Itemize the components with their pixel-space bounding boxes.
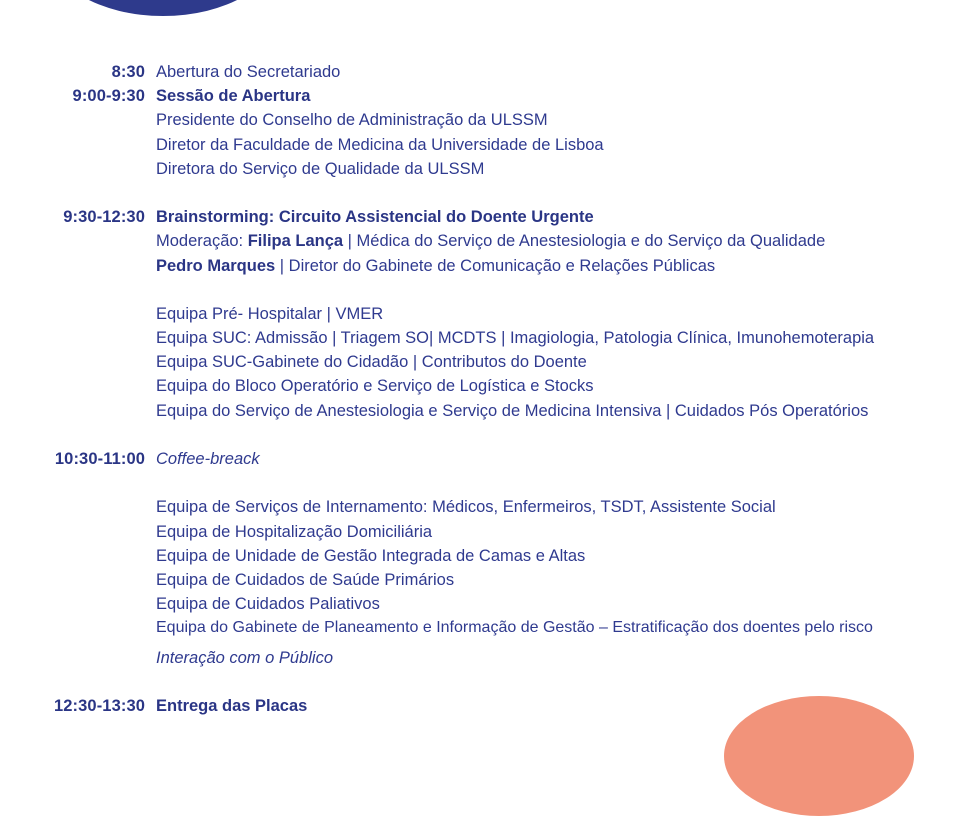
agenda-item: Diretor da Faculdade de Medicina da Universidade de Lisboa xyxy=(156,135,604,154)
agenda-row xyxy=(0,108,960,132)
agenda-row xyxy=(0,399,960,423)
agenda-item: Equipa de Hospitalização Domiciliária xyxy=(156,522,433,541)
agenda-row xyxy=(0,544,960,568)
agenda-row xyxy=(0,694,960,718)
decorative-blob-top xyxy=(48,0,278,16)
moderation-line xyxy=(156,229,825,253)
spacer xyxy=(0,278,960,302)
agenda-row xyxy=(0,616,960,640)
spacer xyxy=(0,670,960,694)
agenda-item: Presidente do Conselho de Administração da ULSSM xyxy=(156,111,548,130)
agenda-item: Equipa do Bloco Operatório e Serviço de Logística e Stocks xyxy=(156,377,594,396)
agenda-item: Equipa SUC: Admissão | Triagem SO| MCDTS | Imagiologia, Patologia Clínica, Imunohemoterapia xyxy=(156,329,875,348)
session-title: Entrega das Placas xyxy=(156,696,308,715)
moderator-name: Filipa Lança xyxy=(247,232,344,251)
agenda-time: 9:00-9:30 xyxy=(72,87,145,106)
agenda-row xyxy=(0,520,960,544)
agenda-item: Equipa do Gabinete de Planeamento e Informação de Gestão – Estratificação dos doentes pelo risco xyxy=(156,619,873,637)
spacer xyxy=(0,181,960,205)
agenda-time: 9:30-12:30 xyxy=(63,208,145,227)
agenda-time: 10:30-11:00 xyxy=(54,450,145,468)
coffee-break: Coffee-breack xyxy=(156,450,260,468)
agenda-row xyxy=(0,646,960,670)
agenda-item: Equipa do Serviço de Anestesiologia e Serviço de Medicina Intensiva | Cuidados Pós Operatórios xyxy=(156,401,869,420)
moderator-name: Pedro Marques xyxy=(156,256,276,275)
session-title: Brainstorming: Circuito Assistencial do Doente Urgente xyxy=(156,208,594,227)
moderation-prefix: Moderação: xyxy=(156,232,248,251)
agenda-item: Equipa de Cuidados Paliativos xyxy=(156,595,380,614)
agenda-row xyxy=(0,254,960,278)
agenda-row xyxy=(0,568,960,592)
agenda-row xyxy=(0,326,960,350)
moderator-role: | Médica do Serviço de Anestesiologia e do Serviço da Qualidade xyxy=(343,232,826,251)
agenda-row xyxy=(0,60,960,84)
agenda-item: Abertura do Secretariado xyxy=(156,63,341,81)
moderation-line xyxy=(156,254,715,278)
agenda-item: Equipa de Serviços de Internamento: Médicos, Enfermeiros, TSDT, Assistente Social xyxy=(156,498,776,517)
spacer xyxy=(0,423,960,447)
agenda-row xyxy=(0,495,960,519)
agenda-program xyxy=(0,60,960,718)
agenda-item: Equipa de Unidade de Gestão Integrada de Camas e Altas xyxy=(156,546,586,565)
agenda-time: 8:30 xyxy=(111,63,145,81)
spacer xyxy=(0,471,960,495)
agenda-row xyxy=(0,592,960,616)
agenda-row xyxy=(0,374,960,398)
agenda-item: Equipa de Cuidados de Saúde Primários xyxy=(156,570,455,589)
agenda-item: Diretora do Serviço de Qualidade da ULSSM xyxy=(156,159,485,178)
agenda-row xyxy=(0,350,960,374)
agenda-row xyxy=(0,205,960,229)
session-title: Sessão de Abertura xyxy=(156,87,311,106)
agenda-row xyxy=(0,447,960,471)
public-interaction: Interação com o Público xyxy=(156,648,334,667)
moderator-role: | Diretor do Gabinete de Comunicação e Relações Públicas xyxy=(275,256,716,275)
agenda-time: 12:30-13:30 xyxy=(54,696,145,715)
agenda-row xyxy=(0,302,960,326)
agenda-row xyxy=(0,229,960,253)
agenda-item: Equipa SUC-Gabinete do Cidadão | Contributos do Doente xyxy=(156,353,587,372)
agenda-row xyxy=(0,133,960,157)
agenda-row xyxy=(0,84,960,108)
agenda-item: Equipa Pré- Hospitalar | VMER xyxy=(156,304,384,323)
agenda-row xyxy=(0,157,960,181)
